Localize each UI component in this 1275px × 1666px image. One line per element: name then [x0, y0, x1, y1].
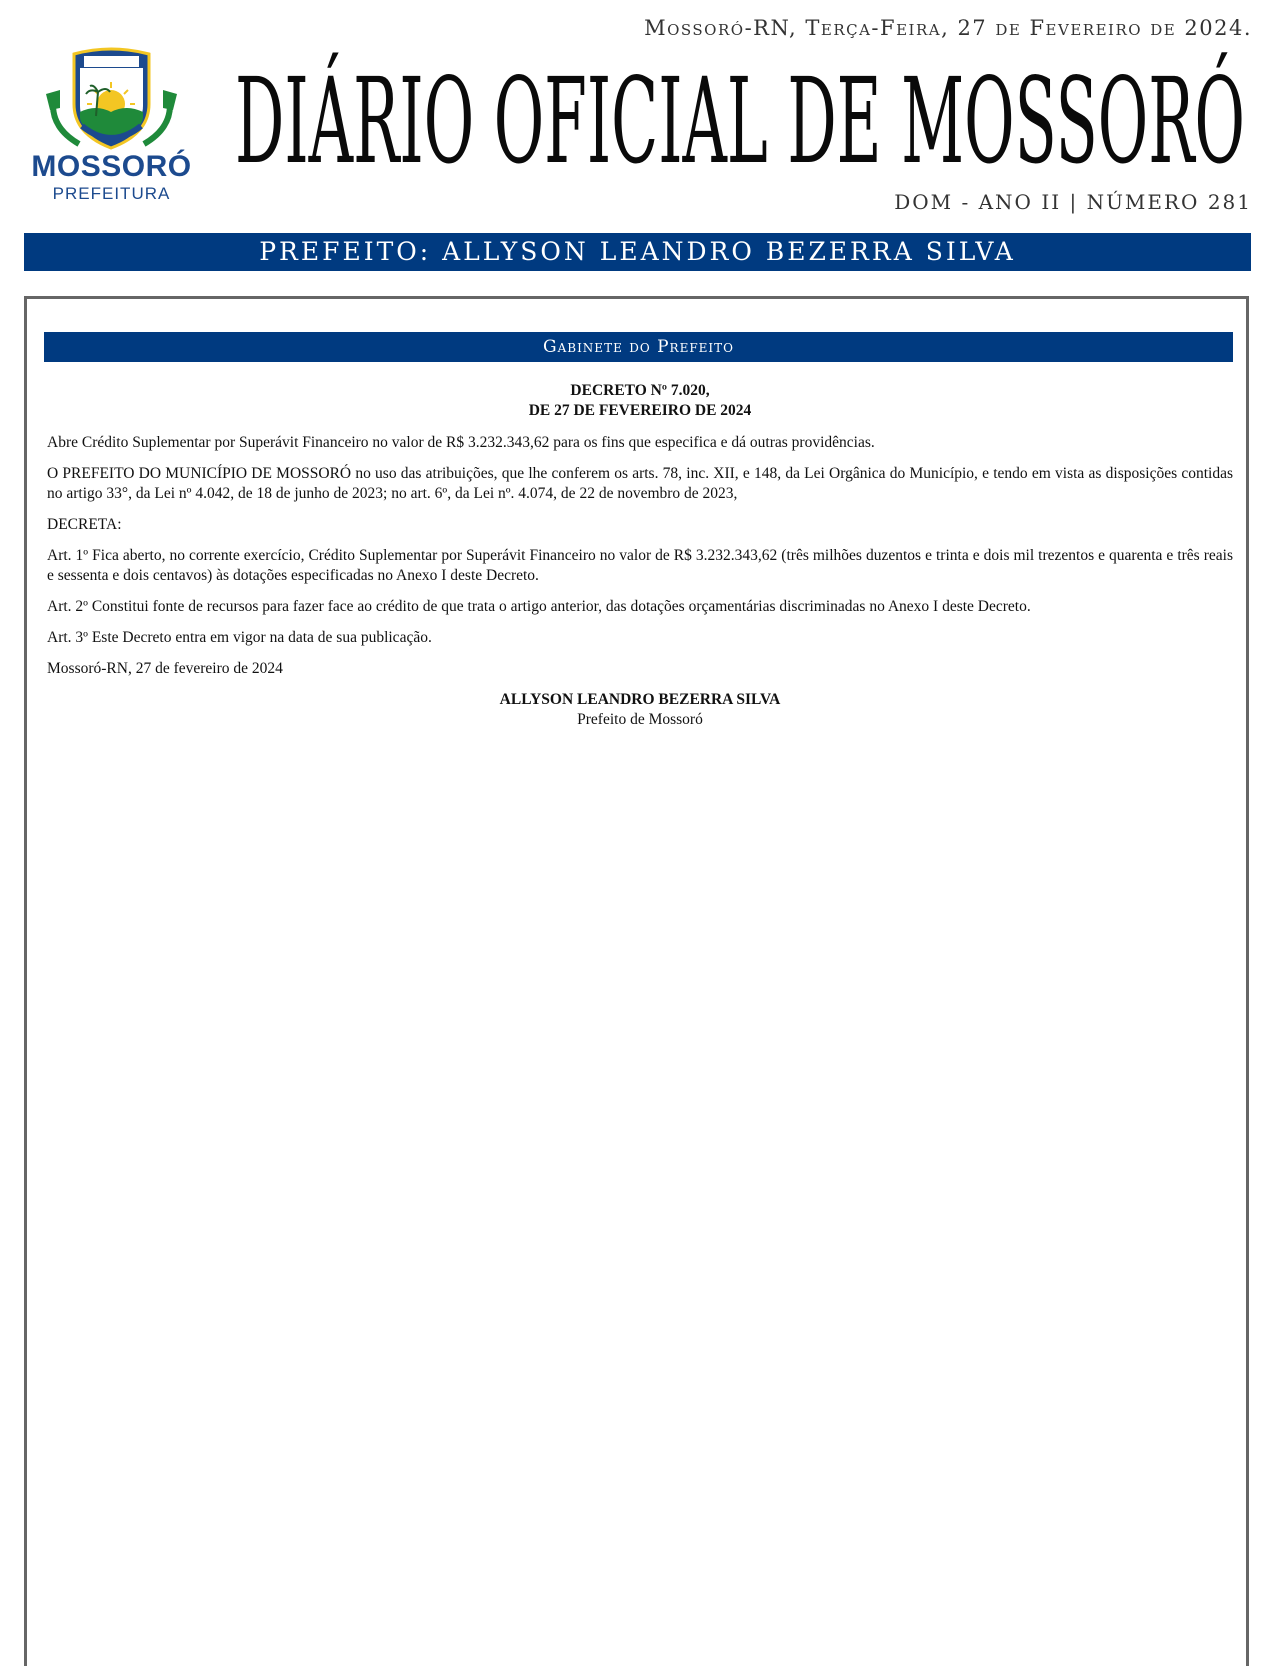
mayor-banner: PREFEITO: ALLYSON LEANDRO BEZERRA SILVA: [24, 233, 1251, 271]
city-logo: [24, 46, 199, 206]
signer-title: Prefeito de Mossoró: [577, 711, 703, 728]
masthead-title: [228, 32, 1252, 182]
signer-name: ALLYSON LEANDRO BEZERRA SILVA: [499, 691, 781, 708]
decree-summary: Abre Crédito Suplementar por Superávit Financeiro no valor de R$ 3.232.343,62 para os fins que especifica e dá outras providências.: [47, 434, 875, 451]
article-2: Art. 2º Constitui fonte de recursos para fazer face ao crédito de que trata o artigo anterior, das dotações orçamentárias discriminadas no Anexo I deste Decreto.: [47, 598, 1031, 615]
signature-block: [47, 690, 1233, 730]
decree-preamble: O PREFEITO DO MUNICÍPIO DE MOSSORÓ no uso das atribuições, que lhe conferem os arts. 78, inc. XII, e 148, da Lei Orgânica do Município, e tendo em vista as disposições contidas no artigo 33°, da Lei nº 4.042, de 18 de junho de 2023; no art. 6º, da Lei nº. 4.074, de 22 de novembro de 2023,: [47, 465, 1233, 502]
coat-of-arms-icon: [24, 46, 199, 150]
logo-city-name: MOSSORÓ: [31, 150, 192, 183]
logo-subtitle: PREFEITURA: [52, 184, 171, 203]
decree-title: [47, 381, 1233, 421]
article-1: Art. 1º Fica aberto, no corrente exercício, Crédito Suplementar por Superávit Financeiro no valor de R$ 3.232.343,62 (três milhões duzentos e trinta e dois mil trezentos e quarenta e três reais e sessenta e dois centavos) às dotações especificadas no Anexo I deste Decreto.: [47, 547, 1233, 584]
section-header: Gabinete do Prefeito: [44, 332, 1233, 362]
place-and-date: Mossoró-RN, 27 de fevereiro de 2024: [47, 660, 283, 677]
content-frame: [24, 296, 1249, 1666]
decree-document: [47, 381, 1233, 730]
article-3: Art. 3º Este Decreto entra em vigor na data de sua publicação.: [47, 629, 432, 646]
decree-number: DECRETO Nº 7.020,: [570, 382, 710, 399]
decree-enacting-clause: DECRETA:: [47, 516, 122, 533]
decree-date: DE 27 DE FEVEREIRO DE 2024: [528, 402, 752, 419]
edition-number: DOM - ANO II | NÚMERO 281: [894, 190, 1252, 214]
masthead-text: DIÁRIO OFICIAL DE MOSSORÓ: [235, 52, 1245, 182]
publication-date: Mossoró-RN, Terça-Feira, 27 de Fevereiro de 2024.: [644, 16, 1252, 40]
